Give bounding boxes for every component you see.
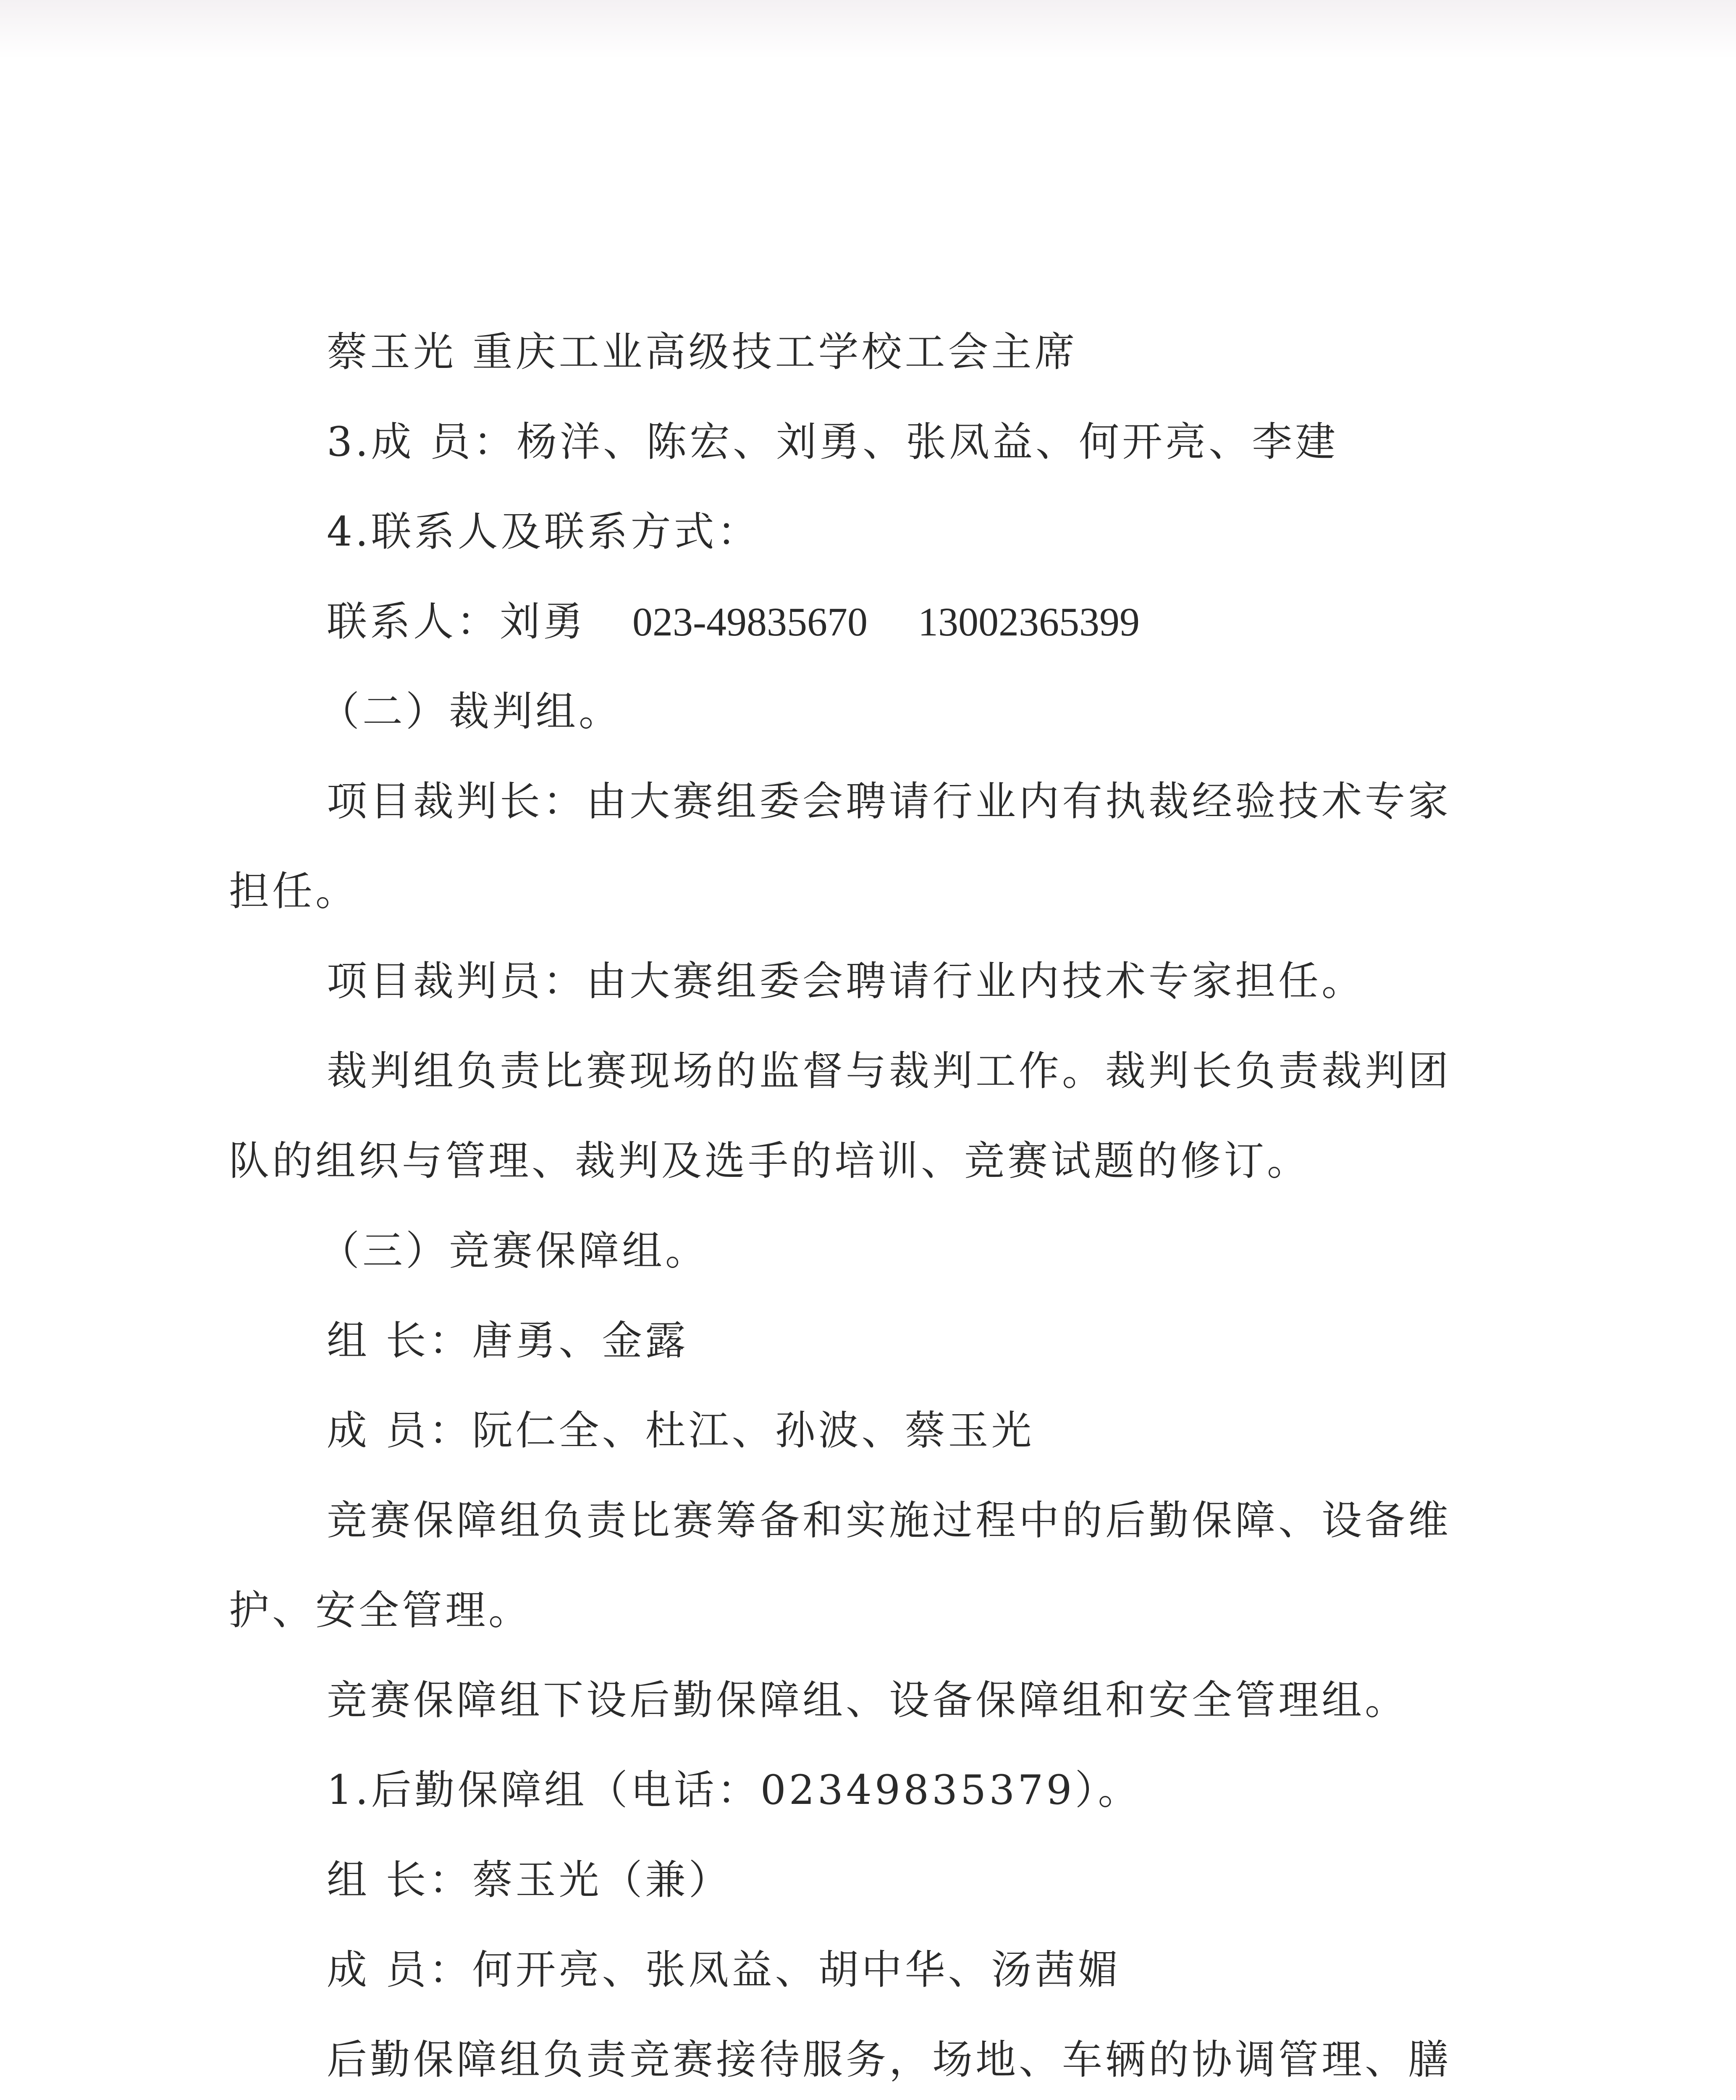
logistics-members-line: 成 员：何开亮、张凤益、胡中华、汤茜媚	[327, 1946, 1121, 1993]
support-duty-paragraph-cont: 护、安全管理。	[229, 1587, 532, 1634]
support-leaders-line: 组 长：唐勇、金露	[327, 1317, 689, 1364]
referee-paragraph: 项目裁判员：由大赛组委会聘请行业内技术专家担任。	[327, 958, 1365, 1005]
contact-heading: 4.联系人及联系方式：	[327, 508, 760, 555]
union-chair-line: 蔡玉光 重庆工业高级技工学校工会主席	[327, 328, 1078, 375]
referee-duty-paragraph: 裁判组负责比赛现场的监督与裁判工作。裁判长负责裁判团	[327, 1047, 1451, 1095]
contact-line	[327, 598, 1140, 645]
support-members-line: 成 员：阮仁全、杜江、孙波、蔡玉光	[327, 1407, 1035, 1454]
contact-landline: 023-49835670	[632, 599, 868, 644]
support-subgroups-paragraph: 竞赛保障组下设后勤保障组、设备保障组和安全管理组。	[327, 1677, 1408, 1724]
section-heading-referee: （二）裁判组。	[319, 688, 622, 735]
logistics-leader-line: 组 长：蔡玉光（兼）	[327, 1856, 732, 1903]
logistics-heading: 1.后勤保障组（电话：02349835379）。	[327, 1767, 1141, 1814]
support-duty-paragraph: 竞赛保障组负责比赛筹备和实施过程中的后勤保障、设备维	[327, 1497, 1451, 1544]
contact-mobile: 13002365399	[918, 599, 1140, 644]
logistics-duty-paragraph: 后勤保障组负责竞赛接待服务，场地、车辆的协调管理、膳	[327, 2036, 1451, 2083]
chief-referee-paragraph: 项目裁判长：由大赛组委会聘请行业内有执裁经验技术专家	[327, 778, 1451, 825]
members-line: 3.成 员：杨洋、陈宏、刘勇、张凤益、何开亮、李建	[327, 418, 1339, 465]
referee-duty-paragraph-cont: 队的组织与管理、裁判及选手的培训、竞赛试题的修订。	[229, 1137, 1310, 1184]
chief-referee-paragraph-cont: 担任。	[229, 868, 359, 915]
section-heading-support: （三）竞赛保障组。	[319, 1227, 708, 1274]
contact-person: 联系人：刘勇	[327, 598, 586, 645]
